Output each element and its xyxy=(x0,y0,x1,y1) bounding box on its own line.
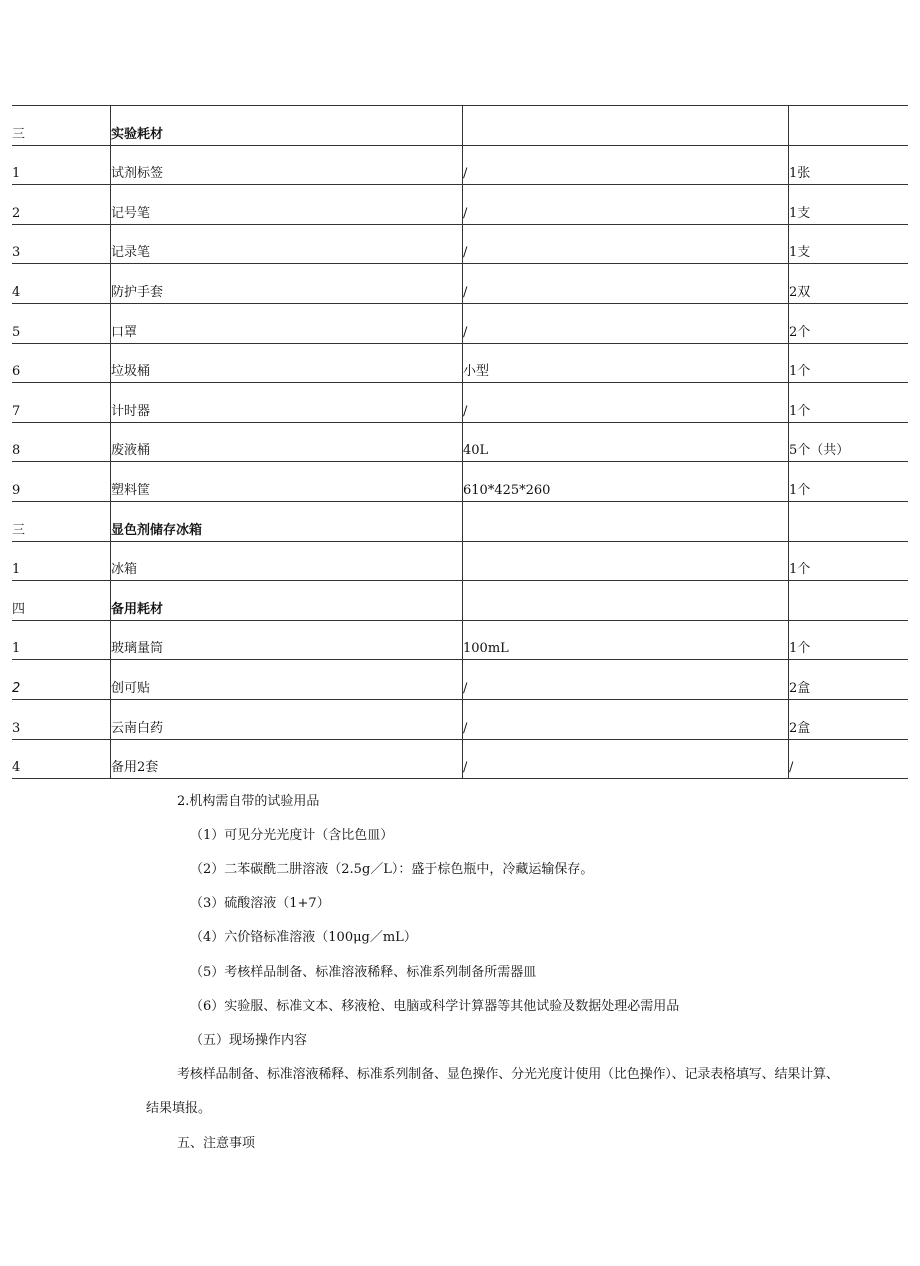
item-qty-cell-text: 1个 xyxy=(789,403,811,419)
item-name-cell xyxy=(111,739,463,779)
item-name-cell-text: 塑料筐 xyxy=(111,482,151,498)
item-qty-cell-text: 1个 xyxy=(789,562,811,578)
paragraph-operations-line1: 考核样品制备、标准溶液稀释、标准系列制备、显色操作、分光光度计使用（比色操作）、记录表格填写、结果计算、 xyxy=(177,1067,839,1082)
row-number-cell-text: 四 xyxy=(12,601,26,617)
row-number-cell-text: 3 xyxy=(12,245,21,261)
item-spec-cell xyxy=(463,541,789,581)
row-number-cell xyxy=(12,383,111,423)
item-name-cell xyxy=(111,620,463,660)
item-name-cell-text: 玻璃量筒 xyxy=(111,641,164,657)
row-number-cell-text: 7 xyxy=(12,403,21,419)
item-name-cell xyxy=(111,383,463,423)
item-name-cell xyxy=(111,303,463,343)
row-number-cell-text: 1 xyxy=(12,166,21,182)
row-number-cell-text: 2 xyxy=(12,680,21,696)
item-qty-cell xyxy=(789,541,909,581)
table-section-row xyxy=(12,581,908,621)
list-item-chromium-standard: （4）六价铬标准溶液（100μg／mL） xyxy=(190,930,417,945)
item-spec-cell xyxy=(463,699,789,739)
item-qty-cell-text: 2个 xyxy=(789,324,811,340)
item-spec-cell-text: 小型 xyxy=(463,364,490,380)
item-qty-cell-text: 1个 xyxy=(789,641,811,657)
table-row xyxy=(12,383,908,423)
item-name-cell xyxy=(111,660,463,700)
item-qty-cell xyxy=(789,660,909,700)
heading-self-supplied-items: 2.机构需自带的试验用品 xyxy=(177,794,320,809)
item-spec-cell xyxy=(463,739,789,779)
row-number-cell-text: 三 xyxy=(12,522,26,538)
item-name-cell xyxy=(111,343,463,383)
row-number-cell-text: 6 xyxy=(12,364,21,380)
table-row xyxy=(12,224,908,264)
row-number-cell-text: 三 xyxy=(12,126,26,142)
item-name-cell-text: 废液桶 xyxy=(111,443,151,459)
item-name-cell-text: 记录笔 xyxy=(111,245,151,261)
item-qty-cell xyxy=(789,106,909,146)
row-number-cell xyxy=(12,303,111,343)
row-number-cell xyxy=(12,541,111,581)
row-number-cell xyxy=(12,343,111,383)
item-name-cell xyxy=(111,264,463,304)
materials-table xyxy=(12,105,908,779)
item-name-cell-text: 创可贴 xyxy=(111,680,151,696)
table-row xyxy=(12,343,908,383)
row-number-cell-text: 1 xyxy=(12,562,21,578)
item-name-cell-text: 备用2套 xyxy=(111,760,159,776)
row-number-cell-text: 4 xyxy=(12,760,21,776)
row-number-cell xyxy=(12,699,111,739)
item-spec-cell xyxy=(463,581,789,621)
item-name-cell xyxy=(111,145,463,185)
item-name-cell-text: 试剂标签 xyxy=(111,166,164,182)
item-name-cell xyxy=(111,224,463,264)
list-item-dpc-solution: （2）二苯碳酰二肼溶液（2.5g／L）：盛于棕色瓶中，冷藏运输保存。 xyxy=(190,862,594,877)
table-section-row xyxy=(12,106,908,146)
subheading-onsite-operations: （五）现场操作内容 xyxy=(190,1033,308,1048)
item-qty-cell-text: 1张 xyxy=(789,166,811,182)
list-item-lab-supplies: （6）实验服、标准文本、移液枪、电脑或科学计算器等其他试验及数据处理必需用品 xyxy=(190,999,680,1014)
row-number-cell xyxy=(12,422,111,462)
table-row xyxy=(12,541,908,581)
item-spec-cell xyxy=(463,343,789,383)
table-section-row xyxy=(12,501,908,541)
item-qty-cell xyxy=(789,422,909,462)
table-row xyxy=(12,699,908,739)
row-number-cell-text: 4 xyxy=(12,284,21,300)
item-qty-cell xyxy=(789,620,909,660)
item-spec-cell-text: / xyxy=(463,324,468,340)
item-spec-cell-text: / xyxy=(463,245,468,261)
row-number-cell xyxy=(12,620,111,660)
item-qty-cell xyxy=(789,462,909,502)
item-spec-cell xyxy=(463,383,789,423)
table-row xyxy=(12,303,908,343)
item-name-cell-text: 云南白药 xyxy=(111,720,164,736)
item-name-cell-text: 显色剂储存冰箱 xyxy=(111,522,203,538)
item-qty-cell-text: / xyxy=(789,760,794,776)
item-name-cell-text: 实验耗材 xyxy=(111,126,164,142)
table-row xyxy=(12,462,908,502)
item-qty-cell-text: 1个 xyxy=(789,364,811,380)
item-spec-cell-text: 40L xyxy=(463,443,489,459)
item-spec-cell xyxy=(463,422,789,462)
item-spec-cell-text: / xyxy=(463,403,468,419)
item-name-cell-text: 垃圾桶 xyxy=(111,364,151,380)
row-number-cell xyxy=(12,581,111,621)
item-spec-cell-text: / xyxy=(463,166,468,182)
table-row xyxy=(12,185,908,225)
row-number-cell-text: 2 xyxy=(12,205,21,221)
item-name-cell xyxy=(111,106,463,146)
item-spec-cell-text: / xyxy=(463,284,468,300)
row-number-cell xyxy=(12,501,111,541)
item-spec-cell-text: 610*425*260 xyxy=(463,482,551,498)
row-number-cell xyxy=(12,660,111,700)
item-qty-cell xyxy=(789,224,909,264)
row-number-cell-text: 3 xyxy=(12,720,21,736)
item-spec-cell xyxy=(463,620,789,660)
item-spec-cell xyxy=(463,303,789,343)
item-spec-cell-text: / xyxy=(463,760,468,776)
item-spec-cell xyxy=(463,660,789,700)
item-qty-cell xyxy=(789,383,909,423)
table-row xyxy=(12,145,908,185)
row-number-cell-text: 9 xyxy=(12,482,21,498)
table-row xyxy=(12,422,908,462)
list-item-sulfuric-acid: （3）硫酸溶液（1+7） xyxy=(190,896,330,911)
item-name-cell xyxy=(111,699,463,739)
item-name-cell-text: 备用耗材 xyxy=(111,601,164,617)
item-qty-cell-text: 2盒 xyxy=(789,720,811,736)
item-qty-cell xyxy=(789,185,909,225)
item-name-cell-text: 记号笔 xyxy=(111,205,151,221)
table-row xyxy=(12,620,908,660)
row-number-cell xyxy=(12,106,111,146)
row-number-cell xyxy=(12,462,111,502)
item-qty-cell-text: 1支 xyxy=(789,245,811,261)
item-qty-cell xyxy=(789,581,909,621)
item-qty-cell-text: 2盒 xyxy=(789,680,811,696)
row-number-cell xyxy=(12,739,111,779)
item-name-cell xyxy=(111,501,463,541)
section-heading-notes: 五、注意事项 xyxy=(177,1136,256,1151)
row-number-cell-text: 8 xyxy=(12,443,21,459)
item-qty-cell xyxy=(789,501,909,541)
item-spec-cell xyxy=(463,462,789,502)
item-qty-cell xyxy=(789,303,909,343)
item-qty-cell xyxy=(789,264,909,304)
item-spec-cell-text: / xyxy=(463,720,468,736)
item-name-cell xyxy=(111,422,463,462)
list-item-spectrophotometer: （1）可见分光光度计（含比色皿） xyxy=(190,828,394,843)
item-spec-cell xyxy=(463,145,789,185)
item-qty-cell xyxy=(789,343,909,383)
table-row xyxy=(12,739,908,779)
item-qty-cell-text: 1个 xyxy=(789,482,811,498)
item-spec-cell xyxy=(463,106,789,146)
row-number-cell xyxy=(12,185,111,225)
item-qty-cell xyxy=(789,699,909,739)
item-qty-cell-text: 1支 xyxy=(789,205,811,221)
item-spec-cell-text: 100mL xyxy=(463,641,509,657)
row-number-cell xyxy=(12,264,111,304)
item-spec-cell xyxy=(463,264,789,304)
item-qty-cell xyxy=(789,739,909,779)
table-row xyxy=(12,660,908,700)
item-spec-cell-text: / xyxy=(463,680,468,696)
list-item-glassware: （5）考核样品制备、标准溶液稀释、标准系列制备所需器皿 xyxy=(190,965,537,980)
item-qty-cell xyxy=(789,145,909,185)
row-number-cell xyxy=(12,224,111,264)
item-spec-cell xyxy=(463,501,789,541)
item-name-cell-text: 计时器 xyxy=(111,403,151,419)
row-number-cell xyxy=(12,145,111,185)
item-name-cell xyxy=(111,185,463,225)
item-qty-cell-text: 5个（共） xyxy=(789,443,850,459)
item-name-cell-text: 防护手套 xyxy=(111,284,164,300)
item-name-cell xyxy=(111,581,463,621)
item-spec-cell-text: / xyxy=(463,205,468,221)
item-name-cell-text: 冰箱 xyxy=(111,562,138,578)
item-name-cell-text: 口罩 xyxy=(111,324,138,340)
item-name-cell xyxy=(111,541,463,581)
item-spec-cell xyxy=(463,224,789,264)
paragraph-operations-line2: 结果填报。 xyxy=(146,1101,212,1116)
item-qty-cell-text: 2双 xyxy=(789,284,811,300)
item-name-cell xyxy=(111,462,463,502)
row-number-cell-text: 1 xyxy=(12,641,21,657)
row-number-cell-text: 5 xyxy=(12,324,21,340)
item-spec-cell xyxy=(463,185,789,225)
table-row xyxy=(12,264,908,304)
